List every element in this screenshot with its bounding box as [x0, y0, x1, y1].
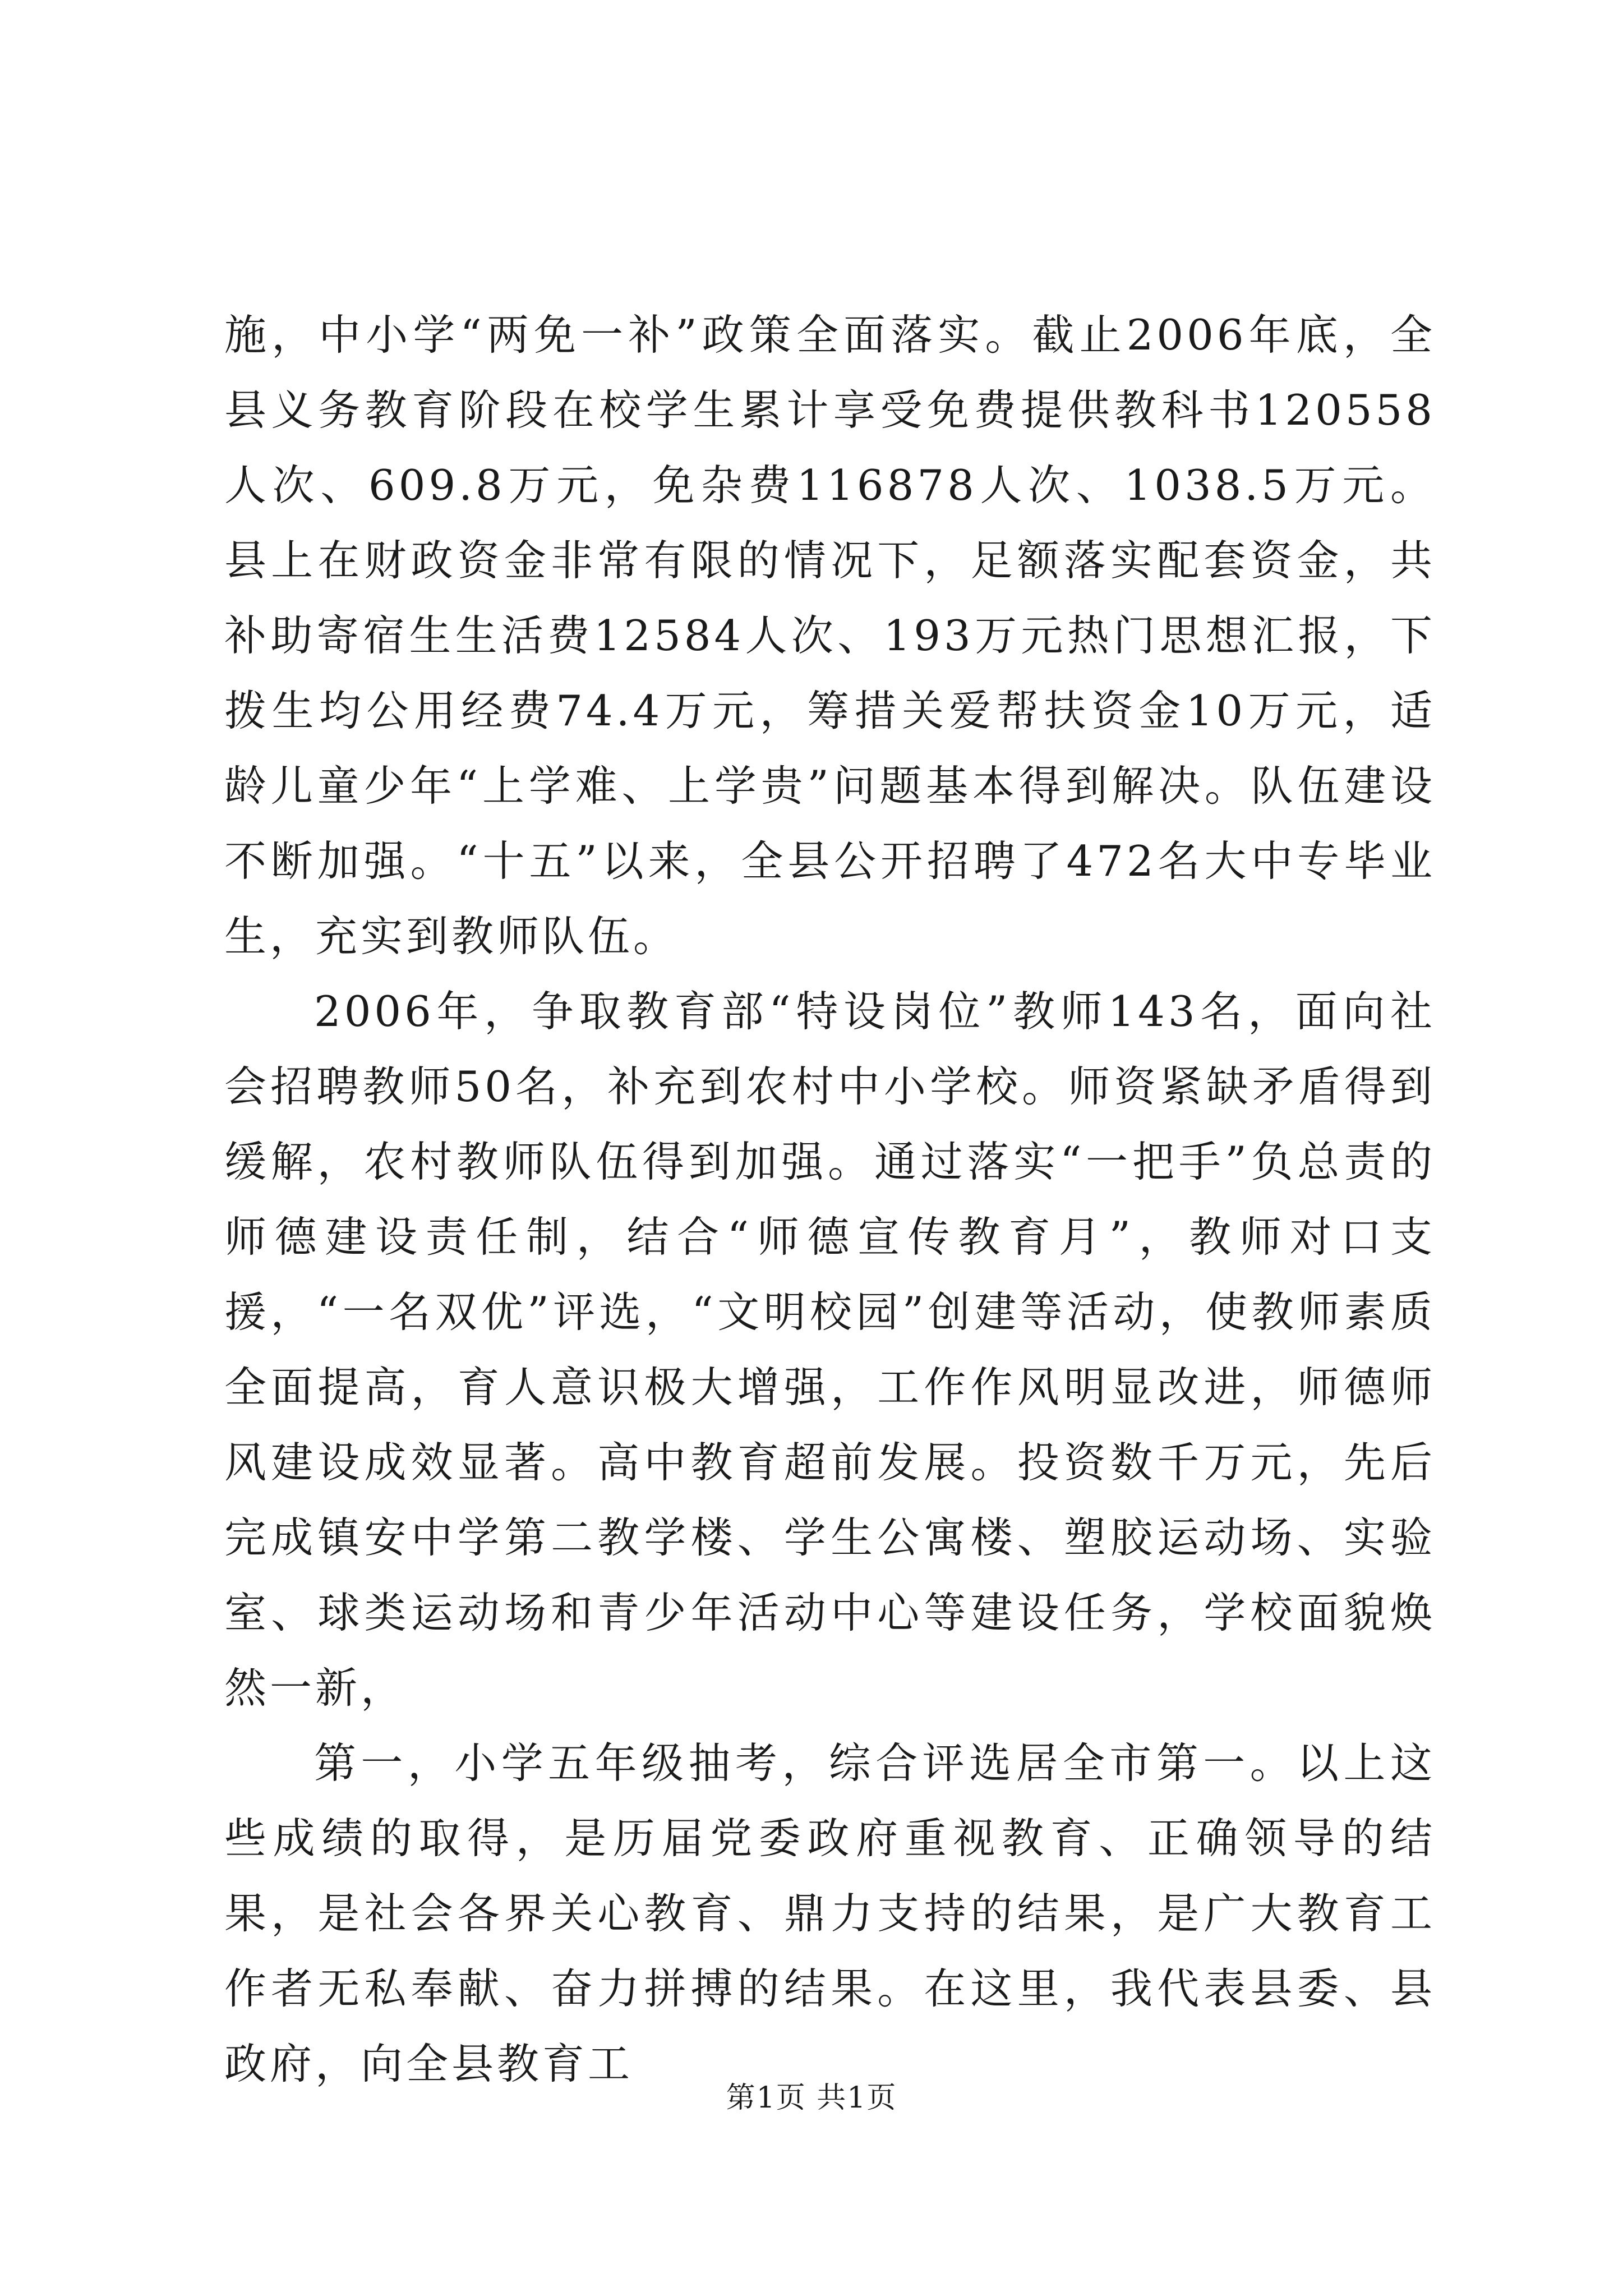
paragraph-3: 第一，小学五年级抽考，综合评选居全市第一。以上这些成绩的取得，是历届党委政府重视教育、正确领导的结果，是社会各界关心教育、鼎力支持的结果，是广大教育工作者无私奉献、奋力拼搏的结果。在这里，我代表县委、县政府，向全县教育工	[224, 1738, 1436, 2088]
page-footer: 第1页 共1页	[726, 2081, 897, 2115]
paragraph-1: 施，中小学“两免一补”政策全面落实。截止2006年底，全县义务教育阶段在校学生累计享受免费提供教科书120558人次、609.8万元，免杂费116878人次、1038.5万元。县上在财政资金非常有限的情况下，足额落实配套资金，共补助寄宿生生活费12584人次、193万元热门思想汇报，下拨生均公用经费74.4万元，筹措关爱帮扶资金10万元，适龄儿童少年“上学难、上学贵”问题基本得到解决。队伍建设不断加强。“十五”以来，全县公开招聘了472名大中专毕业生，充实到教师队伍。	[224, 310, 1436, 961]
body-text	[224, 297, 1436, 2101]
paragraph-2: 2006年，争取教育部“特设岗位”教师143名，面向社会招聘教师50名，补充到农村中小学校。师资紧缺矛盾得到缓解，农村教师队伍得到加强。通过落实“一把手”负总责的师德建设责任制，结合“师德宣传教育月”，教师对口支援，“一名双优”评选，“文明校园”创建等活动，使教师素质全面提高，育人意识极大增强，工作作风明显改进，师德师风建设成效显著。高中教育超前发展。投资数千万元，先后完成镇安中学第二教学楼、学生公寓楼、塑胶运动场、实验室、球类运动场和青少年活动中心等建设任务，学校面貌焕然一新，	[224, 987, 1436, 1713]
